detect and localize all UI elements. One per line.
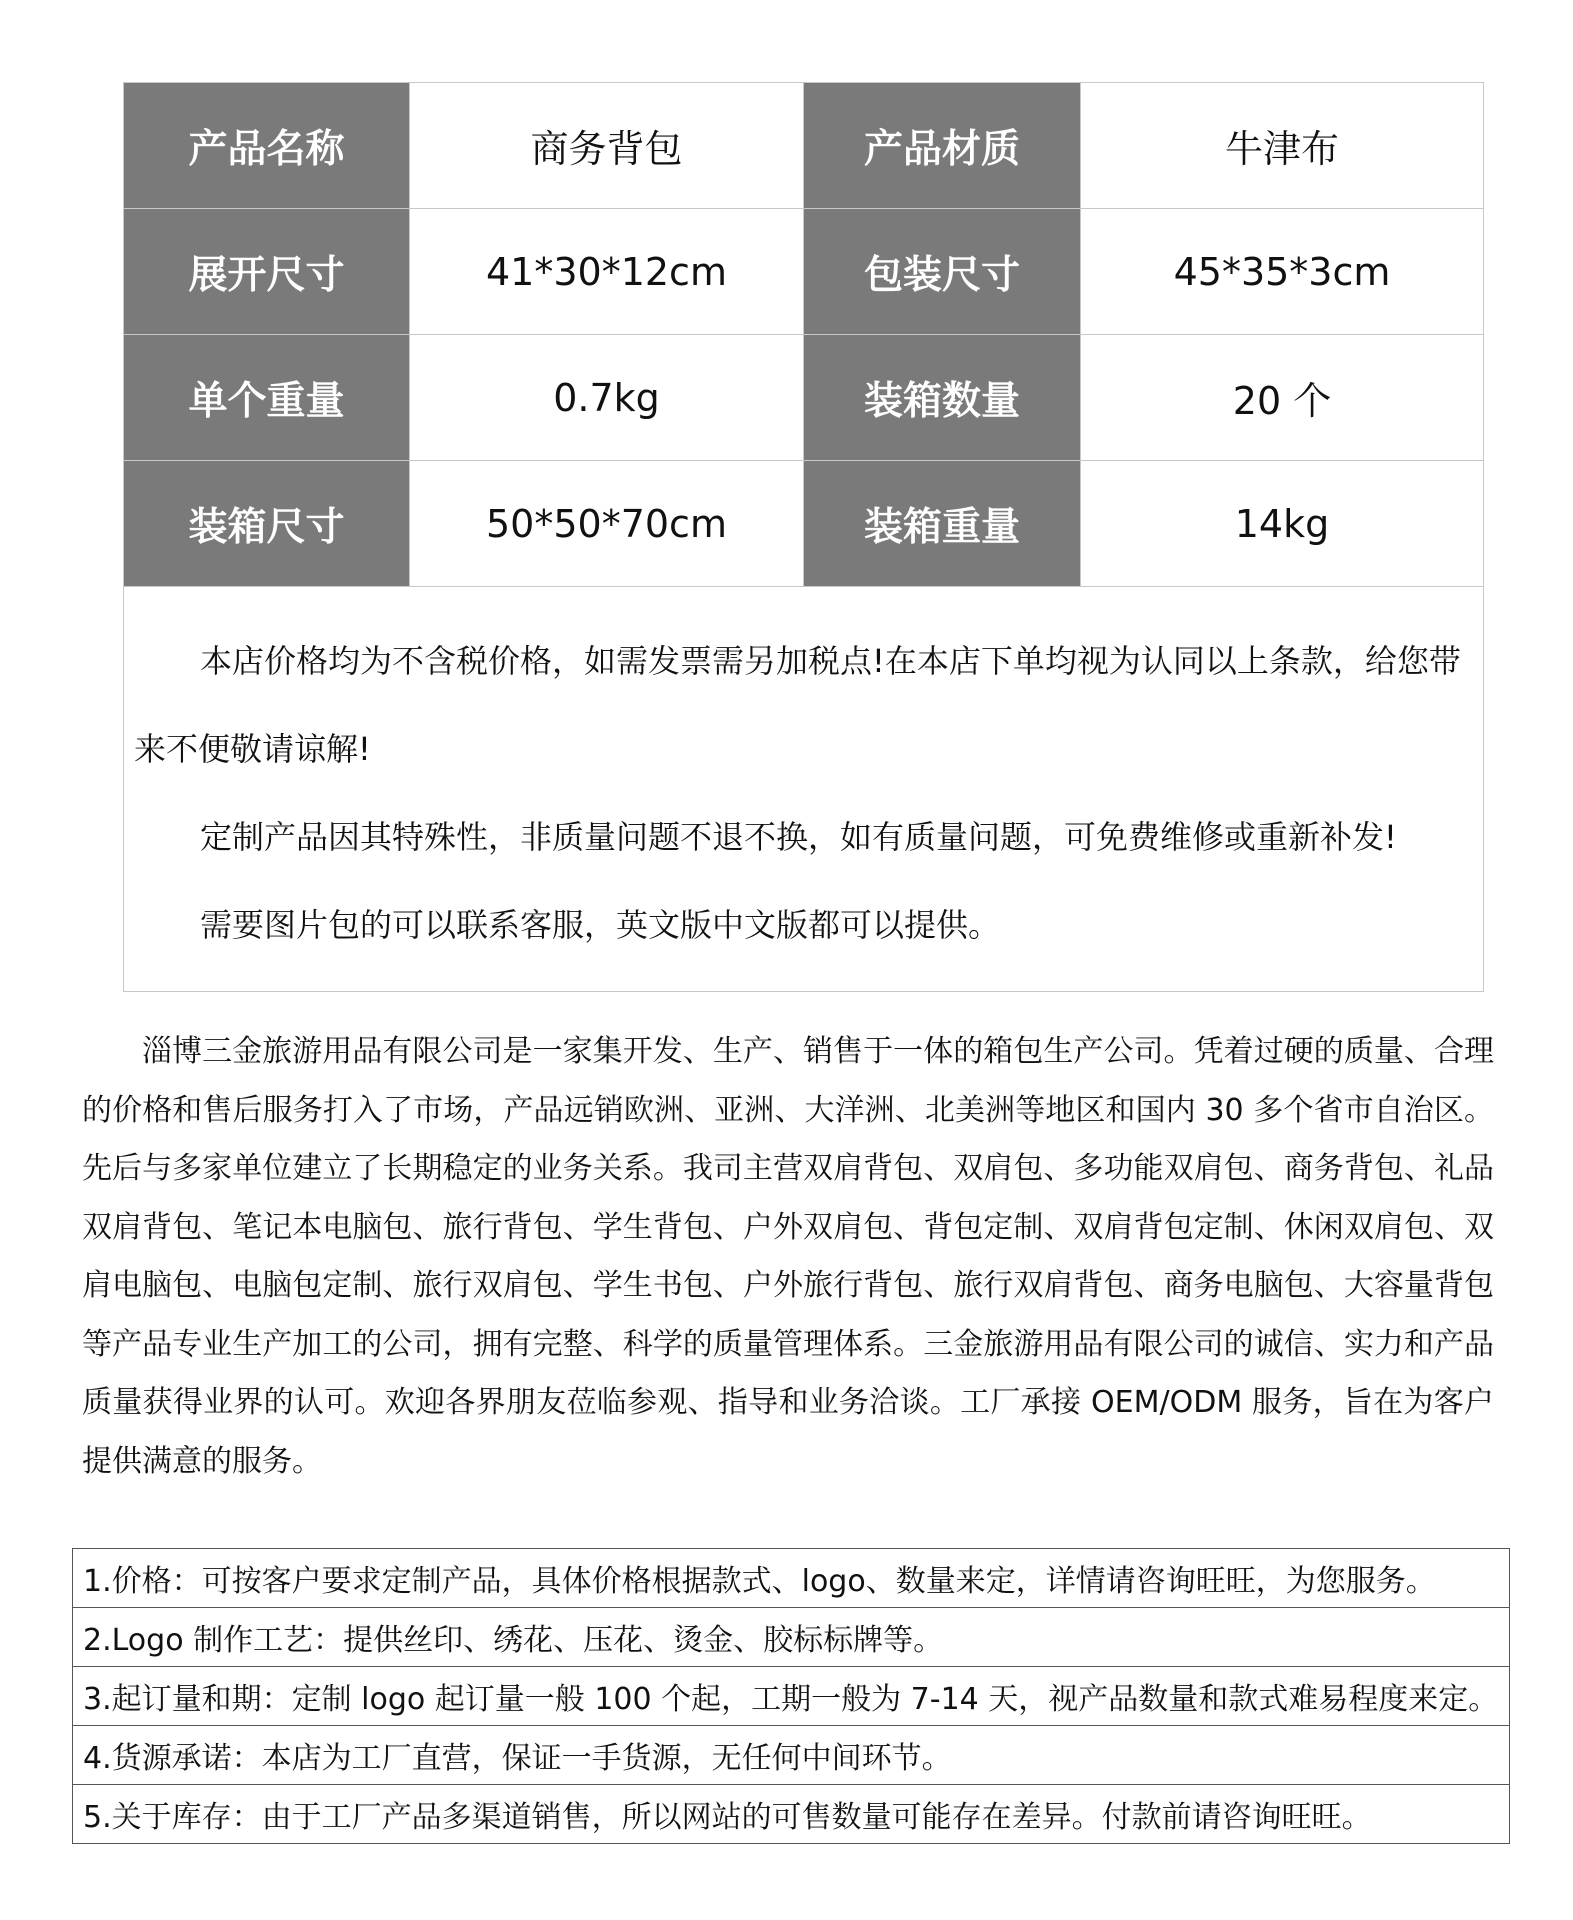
spec-label: 产品材质 <box>804 83 1081 209</box>
terms-item: 1.价格：可按客户要求定制产品，具体价格根据款式、logo、数量来定，详情请咨询旺旺，为您服务。 <box>73 1549 1510 1608</box>
notice-row <box>124 587 1484 992</box>
spec-row <box>124 461 1484 587</box>
spec-row <box>124 335 1484 461</box>
spec-value: 0.7kg <box>410 335 804 461</box>
spec-value: 50*50*70cm <box>410 461 804 587</box>
spec-value: 牛津布 <box>1081 83 1484 209</box>
spec-label: 装箱数量 <box>804 335 1081 461</box>
terms-item: 2.Logo 制作工艺：提供丝印、绣花、压花、烫金、胶标标牌等。 <box>73 1608 1510 1667</box>
company-intro: 淄博三金旅游用品有限公司是一家集开发、生产、销售于一体的箱包生产公司。凭着过硬的质量、合理的价格和售后服务打入了市场，产品远销欧洲、亚洲、大洋洲、北美洲等地区和国内 30 多个省市自治区。先后与多家单位建立了长期稳定的业务关系。我司主营双肩背包、双肩包、多功能双肩包、商务背包、礼品双肩背包、笔记本电脑包、旅行背包、学生背包、户外双肩包、背包定制、双肩背包定制、休闲双肩包、双肩电脑包、电脑包定制、旅行双肩包、学生书包、户外旅行背包、旅行双肩背包、商务电脑包、大容量背包等产品专业生产加工的公司，拥有完整、科学的质量管理体系。三金旅游用品有限公司的诚信、实力和产品质量获得业界的认可。欢迎各界朋友莅临参观、指导和业务洽谈。工厂承接 OEM/ODM 服务，旨在为客户提供满意的服务。 <box>82 1034 1494 1479</box>
terms-row <box>73 1667 1510 1726</box>
spec-value: 商务背包 <box>410 83 804 209</box>
notice-paragraph: 本店价格均为不含税价格，如需发票需另加税点!在本店下单均视为认同以上条款，给您带来不便敬请谅解! <box>134 642 1461 768</box>
terms-row <box>73 1785 1510 1844</box>
spec-label: 产品名称 <box>124 83 410 209</box>
spec-value: 20 个 <box>1081 335 1484 461</box>
spec-label: 包装尺寸 <box>804 209 1081 335</box>
spec-table <box>123 82 1484 992</box>
terms-item: 5.关于库存：由于工厂产品多渠道销售，所以网站的可售数量可能存在差异。付款前请咨询旺旺。 <box>73 1785 1510 1844</box>
terms-row <box>73 1608 1510 1667</box>
spec-value: 14kg <box>1081 461 1484 587</box>
notice-paragraph: 定制产品因其特殊性，非质量问题不退不换，如有质量问题，可免费维修或重新补发! <box>200 818 1397 856</box>
spec-value: 41*30*12cm <box>410 209 804 335</box>
terms-item: 4.货源承诺：本店为工厂直营，保证一手货源，无任何中间环节。 <box>73 1726 1510 1785</box>
spec-label: 装箱重量 <box>804 461 1081 587</box>
spec-value: 45*35*3cm <box>1081 209 1484 335</box>
terms-row <box>73 1549 1510 1608</box>
notice-paragraph: 需要图片包的可以联系客服，英文版中文版都可以提供。 <box>200 906 1001 944</box>
terms-item: 3.起订量和期：定制 logo 起订量一般 100 个起，工期一般为 7-14 天，视产品数量和款式难易程度来定。 <box>73 1667 1510 1726</box>
notice-cell <box>124 587 1484 992</box>
spec-row <box>124 209 1484 335</box>
spec-row <box>124 83 1484 209</box>
spec-label: 单个重量 <box>124 335 410 461</box>
terms-table <box>72 1548 1510 1844</box>
spec-label: 展开尺寸 <box>124 209 410 335</box>
terms-row <box>73 1726 1510 1785</box>
spec-label: 装箱尺寸 <box>124 461 410 587</box>
